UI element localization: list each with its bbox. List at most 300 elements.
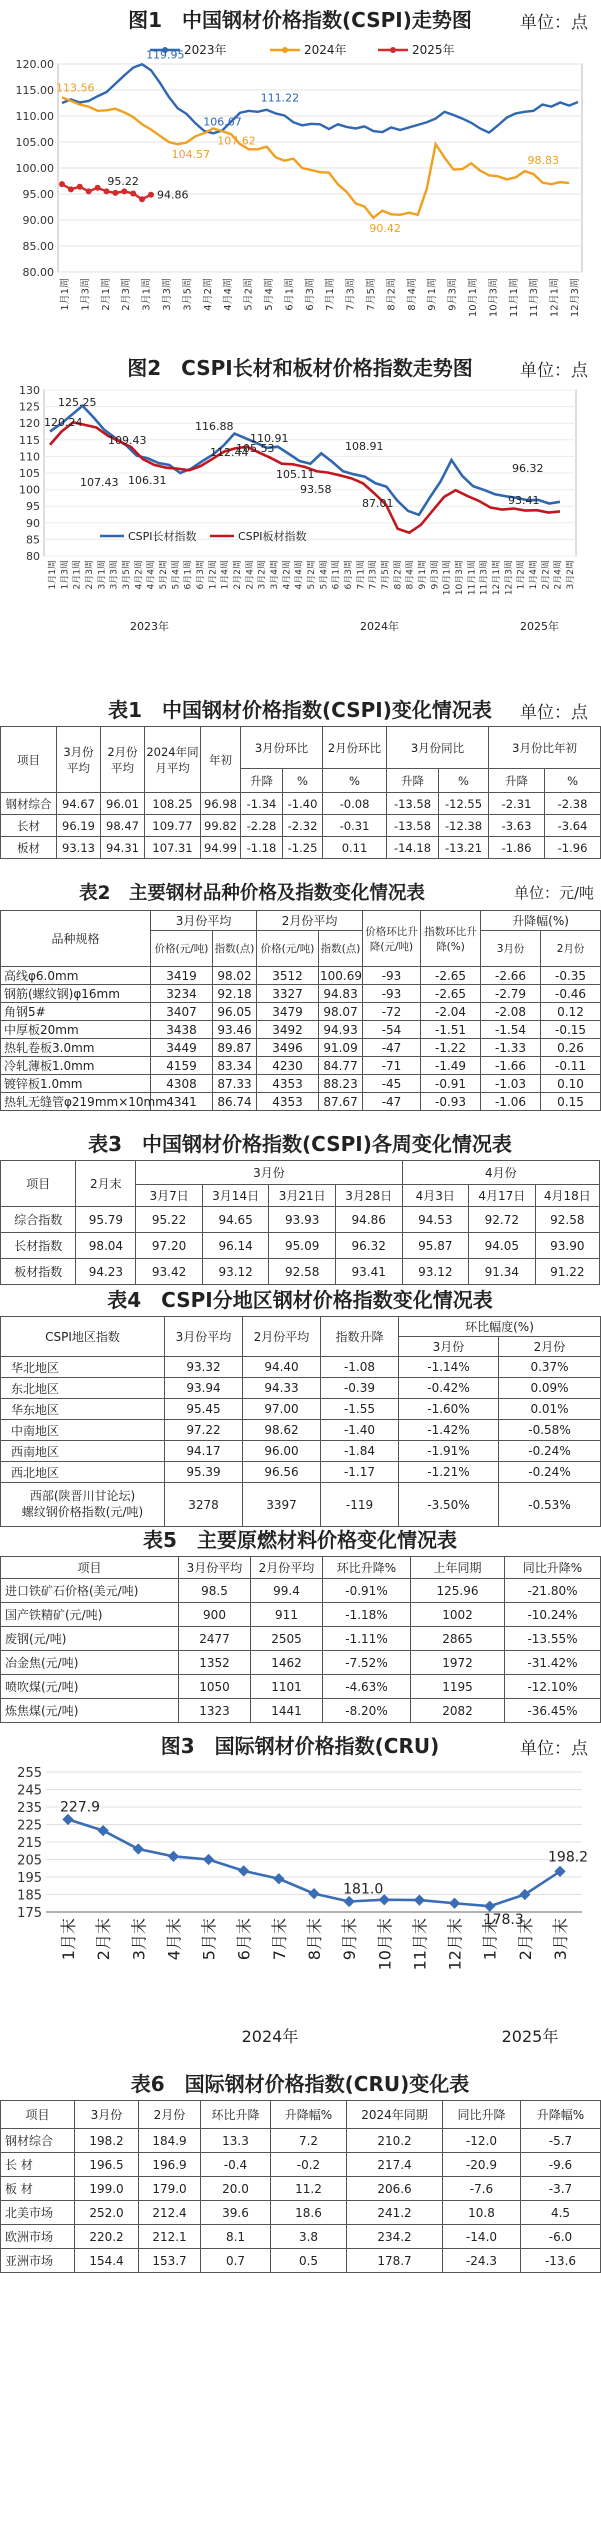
table2-cell: -72: [363, 1003, 421, 1021]
fig2-data-label: 93.41: [508, 494, 540, 507]
fig3-data-label: 227.9: [60, 1799, 101, 1816]
fig1-xtick: 11月3周: [529, 278, 541, 318]
table2-cell: 89.87: [213, 1039, 257, 1057]
fig2-xtick: 4月2周: [282, 560, 293, 590]
fig2-xtick: 12月3周: [504, 560, 515, 596]
table4-cell: -0.39: [321, 1378, 399, 1399]
table2-cell: 0.15: [541, 1093, 601, 1111]
table4-cell: 94.33: [243, 1378, 321, 1399]
table6-cell: 18.6: [271, 2201, 347, 2225]
table1-cell: 96.01: [101, 793, 145, 815]
fig2-year-label: 2024年: [360, 620, 399, 633]
table6-cell: -14.0: [443, 2225, 521, 2249]
table4-west-name1: 西部(陕晋川甘论坛): [29, 1488, 136, 1503]
table6-cell: 13.3: [201, 2129, 271, 2153]
table6-title: 表6 国际钢材价格指数(CRU)变化表: [130, 2071, 470, 2096]
table6-cell: -0.4: [201, 2153, 271, 2177]
table2-cell: -1.33: [481, 1039, 541, 1057]
table5-cell: 900: [179, 1603, 251, 1627]
fig1-xtick: 11月1周: [508, 278, 520, 318]
table6-row: [1, 2201, 601, 2225]
table4-cell: -1.14%: [399, 1357, 499, 1378]
table6-cell: 220.2: [75, 2225, 139, 2249]
table2-cell: -1.54: [481, 1021, 541, 1039]
table4-west-cell: -0.53%: [499, 1483, 601, 1527]
table6-cell: 178.7: [347, 2249, 443, 2273]
table5-cell: 炼焦煤(元/吨): [1, 1699, 179, 1723]
table1-cell: -1.34: [241, 793, 283, 815]
table6-body: [1, 2129, 601, 2273]
table5-header-row: [1, 1557, 601, 1579]
fig2-xtick: 2月1周: [72, 560, 83, 590]
table6-cell: 7.2: [271, 2129, 347, 2153]
table5-cell: 2505: [251, 1627, 323, 1651]
table4-row: [1, 1399, 601, 1420]
table4-cell: 97.00: [243, 1399, 321, 1420]
table4-cell: 中南地区: [1, 1420, 165, 1441]
table2-cell: 94.93: [319, 1021, 363, 1039]
table2-title: 表2 主要钢材品种价格及指数变化情况表: [79, 883, 425, 904]
table2-body: [1, 967, 601, 1111]
fig2-data-label: 125.25: [58, 396, 97, 409]
fig2-series-line: [50, 406, 560, 515]
table6-cell: 4.5: [521, 2201, 601, 2225]
table4-west-name2: 螺纹钢价格指数(元/吨): [21, 1504, 144, 1519]
table1-title-bar: [0, 694, 600, 722]
table2-row: [1, 1057, 601, 1075]
table2-cell: 94.83: [319, 985, 363, 1003]
fig2-data-label: 93.58: [300, 483, 332, 496]
table4-row: [1, 1441, 601, 1462]
table3-cell: 综合指数: [1, 1207, 76, 1233]
table6-h: 升降幅%: [521, 2101, 601, 2129]
table2-cell: 96.05: [213, 1003, 257, 1021]
fig1-xtick: 2月3周: [121, 278, 133, 311]
table3-sh: 3月28日: [335, 1185, 402, 1207]
fig1-xtick: 7月3周: [345, 278, 357, 311]
table2-title-bar: [0, 878, 600, 906]
table2-cell: -1.49: [421, 1057, 481, 1075]
table1-title: 表1 中国钢材价格指数(CSPI)变化情况表: [108, 697, 492, 722]
fig2-xtick: 5月4周: [319, 560, 330, 590]
table1-cell: 109.77: [145, 815, 201, 837]
table6-cell: 长 材: [1, 2153, 75, 2177]
table4-row: [1, 1357, 601, 1378]
table1-cell: -0.31: [323, 815, 387, 837]
fig2-xtick: 6月3周: [344, 560, 354, 590]
table1-cell: -2.38: [545, 793, 601, 815]
table1-cell: -1.40: [283, 793, 323, 815]
fig3-ytick: 245: [17, 1783, 42, 1799]
table6-cell: 153.7: [139, 2249, 201, 2273]
fig2-xtick: 6月3周: [196, 560, 206, 590]
table6-header-row: [1, 2101, 601, 2129]
table6-h: 2月份: [139, 2101, 201, 2129]
fig2-ytick: 115: [19, 433, 40, 447]
table3-sh: 4月3日: [402, 1185, 469, 1207]
fig1-point: [68, 186, 74, 192]
fig1-data-label: 98.83: [527, 154, 560, 168]
fig2-xtick: 2月4周: [245, 560, 256, 590]
table1-h-item: 项目: [1, 727, 57, 793]
table5-cell: -4.63%: [323, 1675, 411, 1699]
table6-cell: 198.2: [75, 2129, 139, 2153]
table2-sh: 2月份: [541, 931, 601, 967]
table2-cell: 3234: [151, 985, 213, 1003]
table6: [0, 2100, 601, 2273]
table3-body: [1, 1207, 600, 1285]
table3-cell: 长材指数: [1, 1233, 76, 1259]
table4-west-cell: -119: [321, 1483, 399, 1527]
table2-cell: -47: [363, 1093, 421, 1111]
fig3-xtick: 12月末: [445, 1918, 465, 1971]
table1-row: [1, 815, 601, 837]
table1-body: [1, 793, 601, 859]
table1-cell: -1.86: [489, 837, 545, 859]
fig1-xtick: 5月4周: [264, 278, 275, 311]
table6-cell: 北美市场: [1, 2201, 75, 2225]
table6-cell: -3.7: [521, 2177, 601, 2201]
fig3-ytick: 255: [17, 1766, 42, 1781]
table3-cell: 94.53: [402, 1207, 469, 1233]
table1-h-mom2: 2月份环比: [323, 727, 387, 769]
table2-cell: 86.74: [213, 1093, 257, 1111]
table1-cell: 107.31: [145, 837, 201, 859]
table4-cell: 94.17: [165, 1441, 243, 1462]
table2-cell: 热轧无缝管φ219mm×10mm: [1, 1093, 151, 1111]
fig2-chart: [0, 384, 600, 684]
fig2-xtick: 10月3周: [455, 560, 465, 596]
fig1-point: [86, 188, 92, 194]
fig2-title: 图2 CSPI长材和板材价格指数走势图: [127, 355, 473, 380]
table4-cell: 西南地区: [1, 1441, 165, 1462]
table5-cell: -7.52%: [323, 1651, 411, 1675]
table6-cell: 252.0: [75, 2201, 139, 2225]
table3-cell: 95.79: [76, 1207, 136, 1233]
fig2-ytick: 130: [19, 384, 40, 397]
table5: [0, 1556, 601, 1723]
table5-cell: -12.10%: [505, 1675, 601, 1699]
fig2-data-label: 105.11: [276, 468, 315, 481]
table3-cell: 92.58: [269, 1259, 336, 1285]
table2-cell: -1.03: [481, 1075, 541, 1093]
table2-cell: -1.51: [421, 1021, 481, 1039]
table4-cell: 96.00: [243, 1441, 321, 1462]
table6-cell: -5.7: [521, 2129, 601, 2153]
table4-cell: 0.09%: [499, 1378, 601, 1399]
table2-cell: 87.33: [213, 1075, 257, 1093]
table2-cell: 93.46: [213, 1021, 257, 1039]
table4-row: [1, 1378, 601, 1399]
fig2-data-label: 110.91: [250, 432, 289, 445]
fig3-xtick: 11月末: [410, 1918, 430, 1971]
table3: [0, 1160, 600, 1285]
table3-row: [1, 1259, 600, 1285]
fig1-unit: 单位：点: [520, 13, 588, 33]
table6-cell: 234.2: [347, 2225, 443, 2249]
table6-cell: 199.0: [75, 2177, 139, 2201]
table3-row: [1, 1207, 600, 1233]
table6-cell: 39.6: [201, 2201, 271, 2225]
fig2-title-bar: [0, 352, 600, 380]
table6-cell: 241.2: [347, 2201, 443, 2225]
fig2-xtick: 5月2周: [307, 560, 317, 590]
table4-west-cell: 3278: [165, 1483, 243, 1527]
fig2-xtick: 3月5周: [122, 560, 132, 590]
fig3-xtick: 10月末: [375, 1918, 395, 1971]
fig2-xtick: 8月2周: [393, 560, 404, 590]
table3-cell: 92.72: [469, 1207, 536, 1233]
fig3-data-label: 181.0: [343, 1881, 384, 1898]
table3-cell: 95.22: [136, 1207, 203, 1233]
fig1-ytick: 115.00: [15, 84, 54, 97]
table2-cell: 3479: [257, 1003, 319, 1021]
table4-west-name: [1, 1483, 165, 1527]
fig2-xtick: 9月3周: [430, 560, 441, 590]
table5-cell: -10.24%: [505, 1603, 601, 1627]
table3-cell: 94.86: [335, 1207, 402, 1233]
fig3-title-bar: [0, 1730, 600, 1758]
fig2-xtick: 4月4周: [294, 560, 305, 590]
fig2-xtick: 2月4周: [553, 560, 564, 590]
table5-cell: -36.45%: [505, 1699, 601, 1723]
fig2-svg: [0, 384, 600, 684]
table4-h-feb: 2月份平均: [243, 1317, 321, 1357]
table5-title: 表5 主要原燃材料价格变化情况表: [143, 1527, 457, 1552]
fig1-point: [77, 184, 83, 190]
fig1-data-label: 104.57: [171, 148, 211, 162]
table6-cell: 8.1: [201, 2225, 271, 2249]
table2-cell: -0.35: [541, 967, 601, 985]
table5-cell: 1050: [179, 1675, 251, 1699]
fig2-xtick: 3月1周: [97, 560, 108, 590]
table5-row: [1, 1579, 601, 1603]
table4-cell: 97.22: [165, 1420, 243, 1441]
table6-cell: 206.6: [347, 2177, 443, 2201]
table6-cell: 10.8: [443, 2201, 521, 2225]
fig2-legend-label: CSPI板材指数: [238, 530, 307, 543]
table3-cell: 93.12: [402, 1259, 469, 1285]
table2-row: [1, 1075, 601, 1093]
table3-h-mar: 3月份: [136, 1161, 402, 1185]
table1-cell: 长材: [1, 815, 57, 837]
table6-cell: -6.0: [521, 2225, 601, 2249]
table1-sh: %: [283, 769, 323, 793]
fig1-legend-label: 2025年: [412, 43, 455, 57]
fig3-point: [203, 1854, 214, 1865]
fig2-xtick: 7月5周: [381, 560, 391, 590]
table3-cell: 97.20: [136, 1233, 203, 1259]
table2-h-feb: 2月份平均: [257, 911, 363, 931]
table2-cell: 0.26: [541, 1039, 601, 1057]
fig2-data-label: 120.24: [44, 416, 83, 429]
table3-cell: 92.58: [535, 1207, 599, 1233]
table6-cell: 217.4: [347, 2153, 443, 2177]
table5-h: 2月份平均: [251, 1557, 323, 1579]
table1-sh: 升降: [489, 769, 545, 793]
table1-cell: -14.18: [387, 837, 439, 859]
table5-cell: 99.4: [251, 1579, 323, 1603]
table2-h-mar: 3月份平均: [151, 911, 257, 931]
table4-cell: 0.01%: [499, 1399, 601, 1420]
fig1-svg: [0, 34, 600, 344]
table4-h-chg: 指数升降: [321, 1317, 399, 1357]
table2-cell: 87.67: [319, 1093, 363, 1111]
fig3-ytick: 225: [17, 1818, 42, 1834]
table2-h-ichg: 指数环比升降(%): [421, 911, 481, 967]
table3-cell: 91.34: [469, 1259, 536, 1285]
fig2-xtick: 1月1周: [48, 560, 58, 590]
table3-header-row: [1, 1161, 600, 1185]
table2-header-row: [1, 911, 601, 931]
table5-h: 环比升降%: [323, 1557, 411, 1579]
table4-cell: -1.08: [321, 1357, 399, 1378]
table5-cell: 2082: [411, 1699, 505, 1723]
table1-cell: -13.58: [387, 815, 439, 837]
table2-cell: -1.66: [481, 1057, 541, 1075]
fig2-xtick: 1月2周: [208, 560, 219, 590]
table2-cell: 中厚板20mm: [1, 1021, 151, 1039]
fig1-xtick: 8月4周: [406, 278, 418, 311]
table4-cell: -1.55: [321, 1399, 399, 1420]
table5-cell: 2477: [179, 1627, 251, 1651]
fig3-xtick: 3月末: [551, 1918, 570, 1961]
fig3-xtick: 1月末: [59, 1918, 78, 1961]
fig3-point: [449, 1898, 460, 1909]
fig2-xtick: 5月2周: [159, 560, 169, 590]
table2-sh: 价格(元/吨): [151, 931, 213, 967]
fig1-data-label: 90.42: [369, 221, 401, 235]
fig2-xtick: 2月3周: [85, 560, 95, 590]
fig1-point: [95, 185, 101, 191]
table6-h: 同比升降: [443, 2101, 521, 2129]
fig1-point: [103, 188, 109, 194]
fig1-xtick: 4月2周: [202, 278, 214, 311]
table1-h-ytd: 3月份比年初: [489, 727, 601, 769]
table4-cell: 西北地区: [1, 1462, 165, 1483]
fig3-point: [484, 1901, 495, 1912]
table6-cell: 钢材综合: [1, 2129, 75, 2153]
table1-cell: -2.32: [283, 815, 323, 837]
fig3-point: [133, 1843, 144, 1854]
table3-cell: 91.22: [535, 1259, 599, 1285]
table5-cell: 125.96: [411, 1579, 505, 1603]
table5-cell: 2865: [411, 1627, 505, 1651]
table1-cell: -3.63: [489, 815, 545, 837]
fig2-ytick: 125: [19, 400, 40, 414]
table1-sh: 升降: [387, 769, 439, 793]
fig2-ytick: 100: [19, 483, 40, 497]
table1: [0, 726, 601, 859]
table3-cell: 98.04: [76, 1233, 136, 1259]
table5-row: [1, 1651, 601, 1675]
fig3-point: [343, 1896, 354, 1907]
fig2-ytick: 95: [26, 500, 40, 514]
fig2-xtick: 1月2周: [516, 560, 527, 590]
table6-row: [1, 2129, 601, 2153]
table6-cell: -0.2: [271, 2153, 347, 2177]
table2-row: [1, 1021, 601, 1039]
table5-cell: 1441: [251, 1699, 323, 1723]
table5-cell: 1323: [179, 1699, 251, 1723]
fig3-xtick: 5月末: [199, 1918, 219, 1961]
table2-cell: 3438: [151, 1021, 213, 1039]
table1-cell: -12.55: [439, 793, 489, 815]
table2-cell: 4308: [151, 1075, 213, 1093]
table3-sh: 4月18日: [535, 1185, 599, 1207]
table5-row: [1, 1603, 601, 1627]
table1-h-feb: 2月份平均: [101, 727, 145, 793]
fig3-ytick: 195: [17, 1871, 42, 1886]
table6-row: [1, 2177, 601, 2201]
table4-cell: -0.42%: [399, 1378, 499, 1399]
fig1-xtick: 2月1周: [100, 278, 112, 311]
fig2-xtick: 1月4周: [220, 560, 231, 590]
table2-cell: 4341: [151, 1093, 213, 1111]
table2-cell: -2.65: [421, 985, 481, 1003]
table1-cell: -0.08: [323, 793, 387, 815]
table2-cell: 3512: [257, 967, 319, 985]
table3-row: [1, 1233, 600, 1259]
fig2-ytick: 90: [26, 516, 40, 530]
fig2-xtick: 6月1周: [183, 560, 194, 590]
fig3-svg: [0, 1762, 600, 2052]
table6-cell: -7.6: [443, 2177, 521, 2201]
table1-sh: %: [439, 769, 489, 793]
fig3-point: [62, 1814, 73, 1825]
table2-sh: 指数(点): [213, 931, 257, 967]
fig2-data-label: 96.32: [512, 462, 544, 475]
table5-h: 项目: [1, 1557, 179, 1579]
table2-cell: -47: [363, 1039, 421, 1057]
table2-cell: 92.18: [213, 985, 257, 1003]
table6-title-bar: [0, 2068, 600, 2096]
fig1-data-label: 106.67: [203, 115, 242, 129]
table2-cell: -0.11: [541, 1057, 601, 1075]
table2-cell: -0.46: [541, 985, 601, 1003]
table3-cell: 96.14: [202, 1233, 269, 1259]
fig1-ytick: 90.00: [22, 214, 54, 227]
fig2-data-label: 105.53: [236, 442, 275, 455]
table2-cell: 3449: [151, 1039, 213, 1057]
table4-row: [1, 1420, 601, 1441]
table4-west-cell: 3397: [243, 1483, 321, 1527]
table1-cell: 94.31: [101, 837, 145, 859]
table2-cell: -2.79: [481, 985, 541, 1003]
table2-cell: 冷轧薄板1.0mm: [1, 1057, 151, 1075]
table6-cell: -9.6: [521, 2153, 601, 2177]
table3-cell: 96.32: [335, 1233, 402, 1259]
table2-h-pchg: 价格环比升降(元/吨): [363, 911, 421, 967]
table1-cell: 108.25: [145, 793, 201, 815]
table5-row: [1, 1627, 601, 1651]
table4-cell: 93.94: [165, 1378, 243, 1399]
table3-cell: 93.93: [269, 1207, 336, 1233]
fig1-legend-label: 2023年: [184, 43, 227, 57]
table4-cell: -1.21%: [399, 1462, 499, 1483]
table4-sh: 3月份: [399, 1337, 499, 1357]
table4: [0, 1316, 601, 1527]
fig1-xtick: 3月1周: [141, 278, 153, 311]
table3-sh: 3月7日: [136, 1185, 203, 1207]
table6-h: 环比升降: [201, 2101, 271, 2129]
table2-cell: 88.23: [319, 1075, 363, 1093]
table1-cell: 99.82: [201, 815, 241, 837]
table5-cell: 98.5: [179, 1579, 251, 1603]
table2-cell: 3492: [257, 1021, 319, 1039]
table6-cell: -20.9: [443, 2153, 521, 2177]
table5-cell: 911: [251, 1603, 323, 1627]
